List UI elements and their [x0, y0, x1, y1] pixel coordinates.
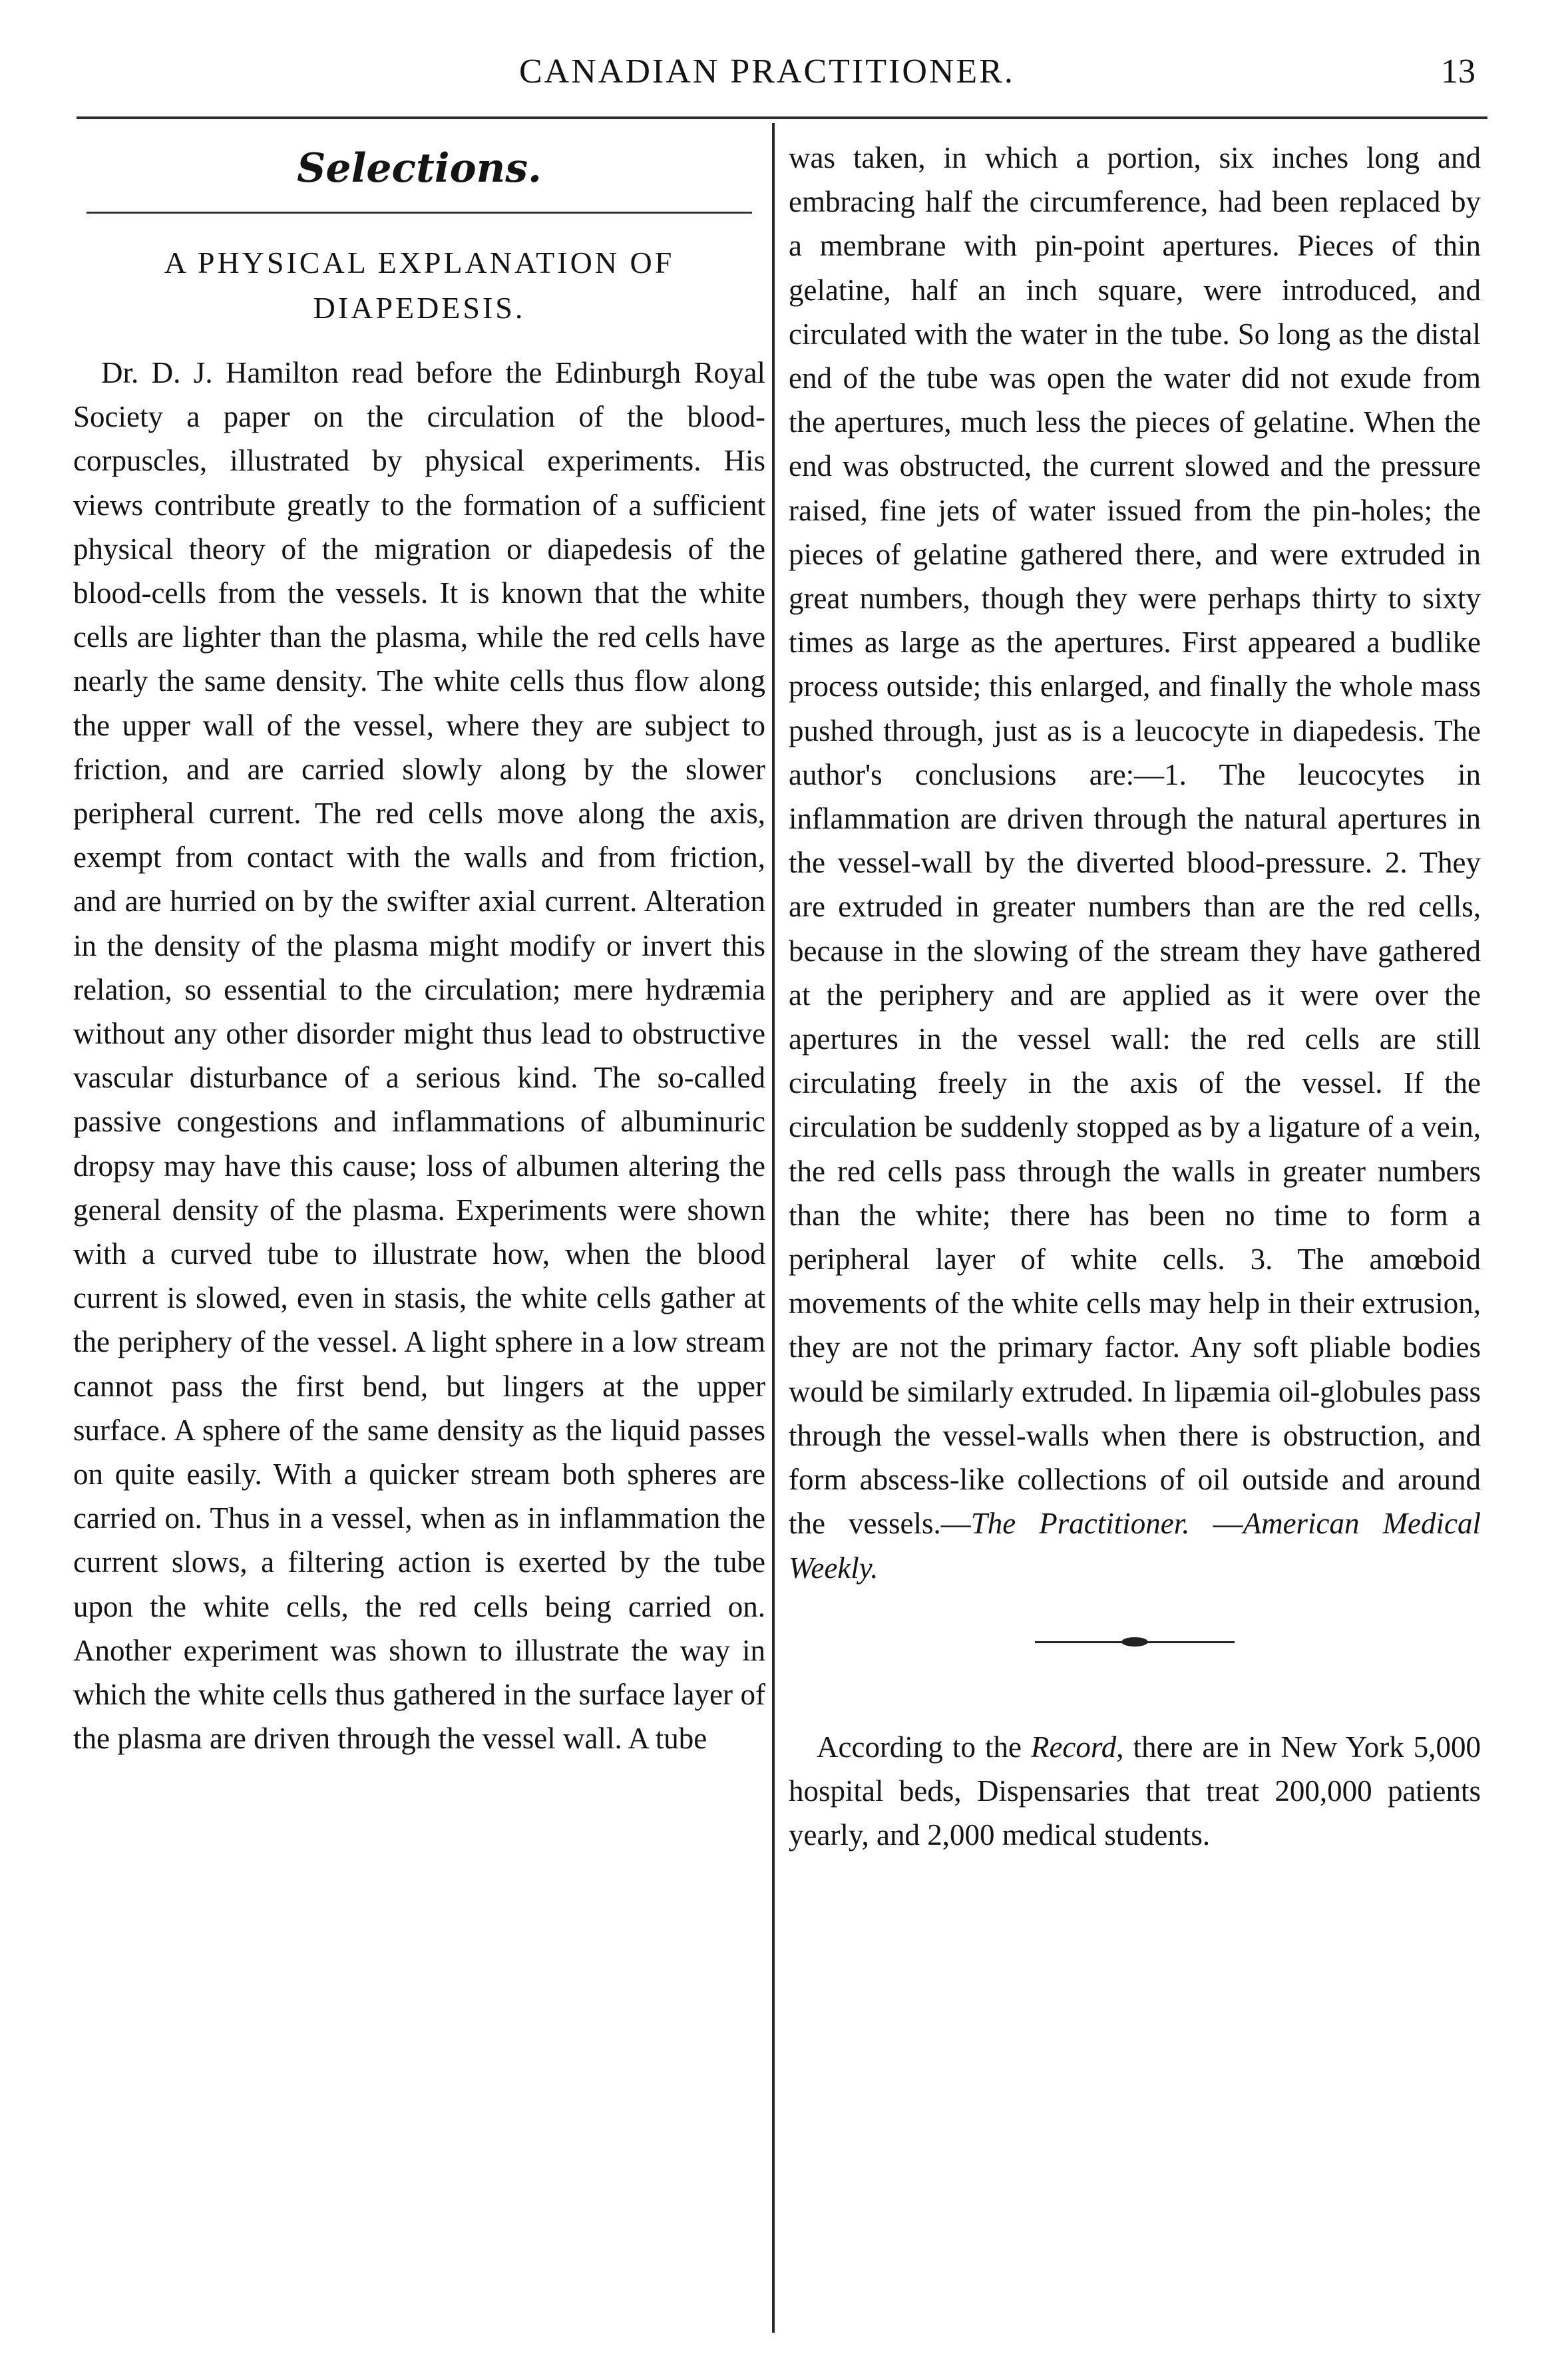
left-column: [73, 133, 765, 1761]
note-intro: According to the: [817, 1730, 1031, 1764]
ornament-dot: [1121, 1637, 1148, 1647]
source-american-medical-weekly: American Medical Weekly.: [789, 1507, 1481, 1585]
note-record: Record: [1030, 1730, 1117, 1764]
right-column: [789, 133, 1481, 1857]
ornament-divider: [1035, 1635, 1235, 1649]
running-header: [0, 40, 1568, 100]
note-body: , there are in New York 5,000 hospital beds, Dispensaries that treat 200,000 patients yearly, and 2,000 medical students.: [789, 1730, 1481, 1852]
section-title: Selections.: [297, 145, 542, 192]
source-separator: —: [1189, 1507, 1243, 1541]
news-note: [789, 1725, 1481, 1858]
article-body-right: [789, 136, 1481, 1590]
journal-title: CANADIAN PRACTITIONER.: [519, 53, 1015, 91]
header-rule: [77, 116, 1487, 119]
page-number: 13: [1441, 53, 1475, 91]
source-practitioner: The Practitioner.: [970, 1507, 1190, 1541]
article-title: A PHYSICAL EXPLANATION OF DIAPEDESIS.: [164, 246, 675, 325]
article-body-right-text: was taken, in which a portion, six inches long and embracing half the circumference, had been replaced by a membrane with pin-point apertures. Pieces of thin gelatine, half an inch square, were introduced, and circulated with the water in the tube. So long as the distal end of the tube was open the water did not exude from the apertures, much less the pieces of gelatine. When the end was obstructed, the current slowed and the pressure raised, fine jets of water issued from the pin-holes; the pieces of gelatine gathered there, and were extruded in great numbers, though they were perhaps thirty to sixty times as large as the apertures. First appeared a budlike process outside; this enlarged, and finally the whole mass pushed through, just as is a leucocyte in diapedesis. The author's conclusions are:—1. The leucocytes in inflammation are driven through the natural apertures in the vessel-wall by the diverted blood-pressure. 2. They are extruded in greater numbers than are the red cells, because in the slowing of the stream they have gathered at the periphery and are applied as it were over the apertures in the vessel wall: the red cells are still circulating freely in the axis of the vessel. If the circulation be suddenly stopped as by a ligature of a vein, the red cells pass through the walls in greater numbers than the white; there has been no time to form a peripheral layer of white cells. 3. The amœboid movements of the white cells may help in their extrusion, they are not the primary factor. Any soft pliable bodies would be similarly extruded. In lipæmia oil-globules pass through the vessel-walls when there is obstruction, and form abscess-like collections of oil outside and around the vessels.—: [789, 141, 1481, 1541]
column-divider: [772, 123, 775, 2333]
section-title-rule: [87, 212, 752, 214]
article-body-left: Dr. D. J. Hamilton read before the Edinburgh Royal Society a paper on the circulation of the blood-corpuscles, illustrated by physical experiments. His views contribute greatly to the formation of a sufficient physical theory of the migration or diapedesis of the blood-cells from the vessels. It is known that the white cells are lighter than the plasma, while the red cells have nearly the same density. The white cells thus flow along the upper wall of the vessel, where they are subject to friction, and are carried slowly along by the slower peripheral current. The red cells move along the axis, exempt from contact with the walls and from friction, and are hurried on by the swifter axial current. Alteration in the density of the plasma might modify or invert this relation, so essential to the circulation; mere hydræmia without any other disorder might thus lead to obstructive vascular disturbance of a serious kind. The so-called passive congestions and inflammations of albuminuric dropsy may have this cause; loss of albumen altering the general density of the plasma. Experiments were shown with a curved tube to illustrate how, when the blood current is slowed, even in stasis, the white cells gather at the periphery of the vessel. A light sphere in a low stream cannot pass the first bend, but lingers at the upper surface. A sphere of the same density as the liquid passes on quite easily. With a quicker stream both spheres are carried on. Thus in a vessel, when as in inflammation the current slows, a filtering action is exerted by the tube upon the white cells, the red cells being carried on. Another experiment was shown to illustrate the way in which the white cells thus gathered in the surface layer of the plasma are driven through the vessel wall. A tube: [73, 356, 765, 1756]
